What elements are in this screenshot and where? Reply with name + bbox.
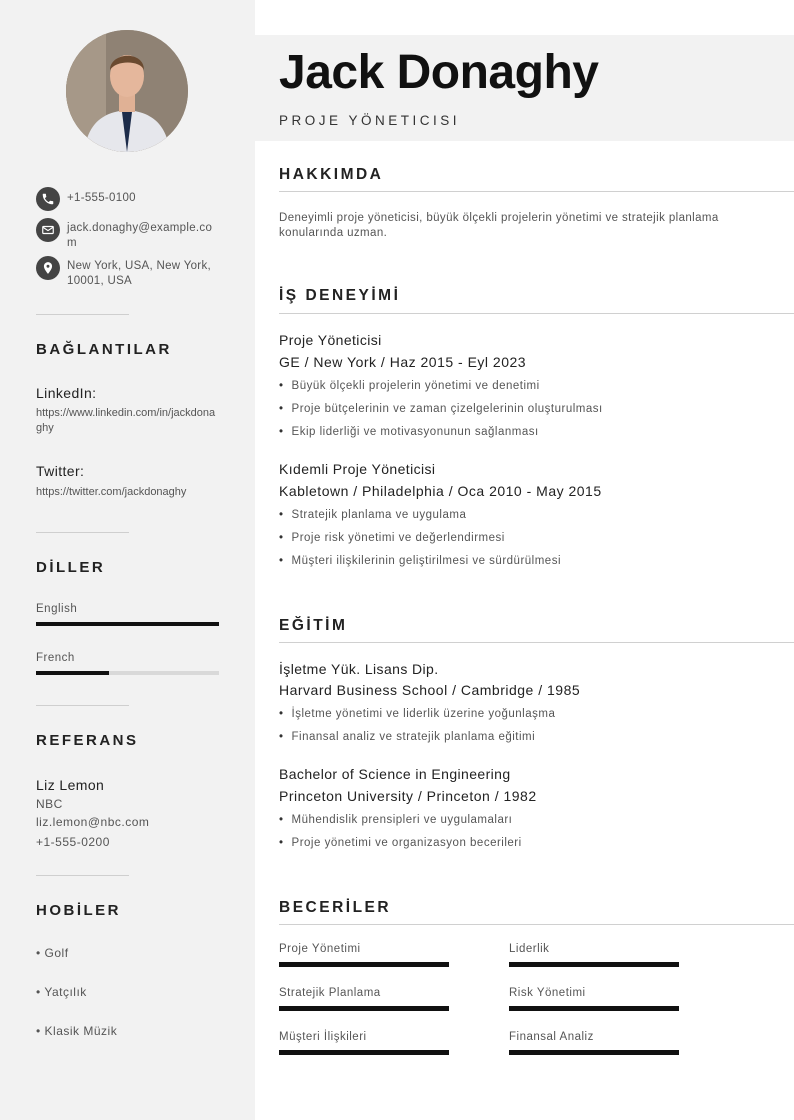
linkedin-link[interactable]: https://www.linkedin.com/in/jackdonaghy bbox=[36, 407, 216, 434]
reference-company: NBC bbox=[36, 797, 63, 811]
education-bullet: • Proje yönetimi ve organizasyon becerileri bbox=[279, 837, 522, 849]
twitter-link[interactable]: https://twitter.com/jackdonaghy bbox=[36, 486, 187, 498]
main-content bbox=[255, 0, 794, 1120]
job-bullet: • Proje risk yönetimi ve değerlendirmesi bbox=[279, 532, 505, 544]
hobbies-heading: HOBİLER bbox=[36, 902, 121, 919]
sidebar-divider bbox=[36, 314, 129, 315]
education-bullet: • Finansal analiz ve stratejik planlama eğitimi bbox=[279, 731, 535, 743]
contact-address bbox=[36, 256, 217, 289]
skill-level-fill bbox=[509, 1006, 679, 1011]
skill-name: Stratejik Planlama bbox=[279, 987, 381, 999]
language-level-bar bbox=[36, 622, 219, 626]
sidebar-divider bbox=[36, 705, 129, 706]
twitter-label: Twitter: bbox=[36, 463, 85, 479]
education-title: İşletme Yük. Lisans Dip. bbox=[279, 661, 439, 677]
profile-photo bbox=[66, 30, 188, 152]
language-level-fill bbox=[36, 622, 219, 626]
skill-level-bar bbox=[279, 1050, 449, 1055]
job-bullet: • Ekip liderliği ve motivasyonunun sağlanması bbox=[279, 426, 539, 438]
hobby-item: • Golf bbox=[36, 946, 69, 960]
location-pin-icon bbox=[36, 256, 60, 280]
skill-level-bar bbox=[509, 1050, 679, 1055]
job-subtitle: Kabletown / Philadelphia / Oca 2010 - May 2015 bbox=[279, 483, 602, 499]
mail-icon bbox=[36, 218, 60, 242]
sidebar-divider bbox=[36, 532, 129, 533]
job-subtitle: GE / New York / Haz 2015 - Eyl 2023 bbox=[279, 354, 527, 370]
linkedin-label: LinkedIn: bbox=[36, 385, 97, 401]
about-text: Deneyimli proje yöneticisi, büyük ölçekli projelerin yönetimi ve stratejik planlama konularında uzman. bbox=[279, 212, 719, 239]
skill-level-fill bbox=[279, 1006, 449, 1011]
skill-level-bar bbox=[509, 962, 679, 967]
language-name: English bbox=[36, 603, 78, 615]
education-title: Bachelor of Science in Engineering bbox=[279, 766, 511, 782]
sidebar-divider bbox=[36, 875, 129, 876]
section-rule bbox=[279, 313, 794, 314]
education-bullet: • Mühendislik prensipleri ve uygulamaları bbox=[279, 814, 512, 826]
job-bullet: • Proje bütçelerinin ve zaman çizelgelerinin oluşturulması bbox=[279, 403, 603, 415]
section-rule bbox=[279, 191, 794, 192]
hobby-item: • Yatçılık bbox=[36, 985, 87, 999]
job-bullet: • Büyük ölçekli projelerin yönetimi ve denetimi bbox=[279, 380, 540, 392]
person-role: PROJE YÖNETICISI bbox=[279, 113, 461, 128]
experience-heading: İŞ DENEYİMİ bbox=[279, 287, 401, 304]
contact-email bbox=[36, 218, 217, 251]
skill-level-fill bbox=[509, 1050, 679, 1055]
section-rule bbox=[279, 924, 794, 925]
job-bullet: • Stratejik planlama ve uygulama bbox=[279, 509, 466, 521]
reference-name: Liz Lemon bbox=[36, 777, 105, 793]
skill-level-bar bbox=[279, 962, 449, 967]
sidebar bbox=[0, 0, 255, 1120]
skill-level-fill bbox=[509, 962, 679, 967]
references-heading: REFERANS bbox=[36, 732, 139, 749]
phone-icon bbox=[36, 187, 60, 211]
about-heading: HAKKIMDA bbox=[279, 166, 384, 183]
skills-heading: BECERİLER bbox=[279, 899, 392, 916]
job-bullet: • Müşteri ilişkilerinin geliştirilmesi ve sürdürülmesi bbox=[279, 555, 561, 567]
reference-email: liz.lemon@nbc.com bbox=[36, 815, 150, 829]
reference-phone: +1-555-0200 bbox=[36, 835, 110, 849]
skill-level-fill bbox=[279, 1050, 449, 1055]
languages-heading: DİLLER bbox=[36, 559, 106, 576]
language-name: French bbox=[36, 652, 75, 664]
skill-name: Proje Yönetimi bbox=[279, 943, 361, 955]
education-bullet: • İşletme yönetimi ve liderlik üzerine yoğunlaşma bbox=[279, 708, 555, 720]
language-level-fill bbox=[36, 671, 109, 675]
address-text: New York, USA, New York, 10001, USA bbox=[67, 260, 211, 287]
connections-heading: BAĞLANTILAR bbox=[36, 341, 172, 358]
job-title: Proje Yöneticisi bbox=[279, 332, 382, 348]
skill-name: Müşteri İlişkileri bbox=[279, 1031, 367, 1043]
skill-level-bar bbox=[279, 1006, 449, 1011]
contact-phone bbox=[36, 187, 217, 211]
person-name: Jack Donaghy bbox=[279, 46, 599, 99]
education-heading: EĞİTİM bbox=[279, 617, 348, 634]
skill-name: Risk Yönetimi bbox=[509, 987, 586, 999]
phone-text: +1-555-0100 bbox=[67, 192, 136, 204]
language-level-bar bbox=[36, 671, 219, 675]
hobby-item: • Klasik Müzik bbox=[36, 1024, 118, 1038]
skill-level-fill bbox=[279, 962, 449, 967]
email-text: jack.donaghy@example.com bbox=[67, 222, 213, 249]
education-subtitle: Harvard Business School / Cambridge / 1985 bbox=[279, 682, 581, 698]
section-rule bbox=[279, 642, 794, 643]
education-subtitle: Princeton University / Princeton / 1982 bbox=[279, 788, 537, 804]
job-title: Kıdemli Proje Yöneticisi bbox=[279, 461, 436, 477]
skill-name: Finansal Analiz bbox=[509, 1031, 594, 1043]
skill-name: Liderlik bbox=[509, 943, 550, 955]
skill-level-bar bbox=[509, 1006, 679, 1011]
